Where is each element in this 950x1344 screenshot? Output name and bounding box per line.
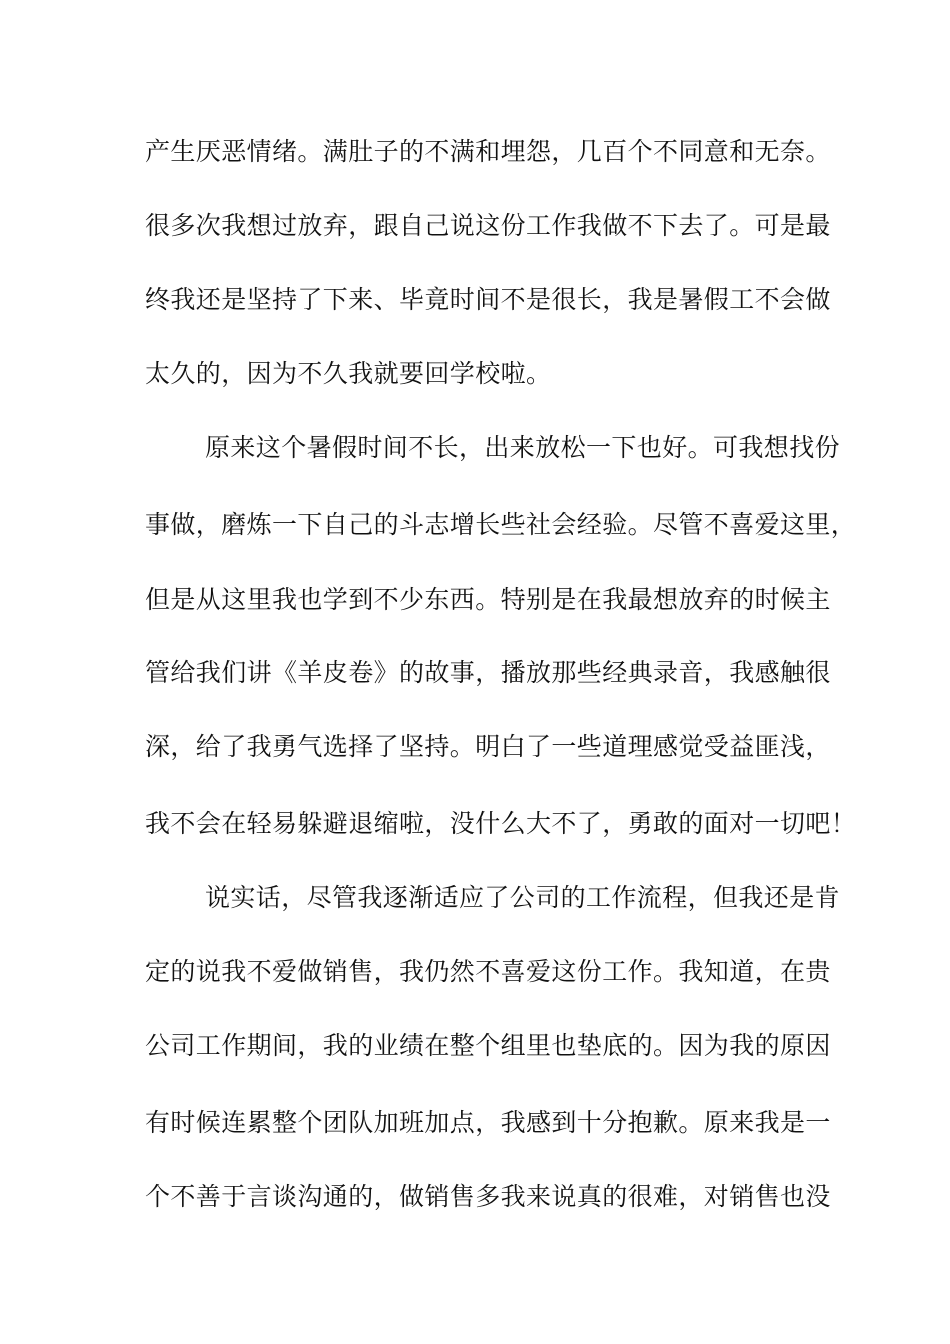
text-line: 公司工作期间，我的业绩在整个组里也垫底的。因为我的原因	[145, 1031, 831, 1060]
text-line: 太久的，因为不久我就要回学校啦。	[145, 359, 552, 388]
text-line: 我不会在轻易躲避退缩啦，没什么大不了，勇敢的面对一切吧！	[145, 809, 857, 838]
text-line: 深，给了我勇气选择了坚持。明白了一些道理感觉受益匪浅，	[145, 732, 831, 761]
text-line: 事做，磨炼一下自己的斗志增长些社会经验。尽管不喜爱这里，	[145, 510, 857, 539]
paragraph-first-line: 原来这个暑假时间不长，出来放松一下也好。可我想找份	[205, 433, 841, 462]
text-line: 很多次我想过放弃，跟自己说这份工作我做不下去了。可是最	[145, 211, 831, 240]
paragraph-first-line: 说实话，尽管我逐渐适应了公司的工作流程，但我还是肯	[205, 883, 841, 912]
text-line: 但是从这里我也学到不少东西。特别是在我最想放弃的时候主	[145, 585, 831, 614]
text-line: 有时候连累整个团队加班加点，我感到十分抱歉。原来我是一	[145, 1108, 831, 1137]
text-line: 管给我们讲《羊皮卷》的故事，播放那些经典录音，我感触很	[145, 658, 831, 687]
text-line: 个不善于言谈沟通的，做销售多我来说真的很难，对销售也没	[145, 1182, 831, 1211]
text-line: 产生厌恶情绪。满肚子的不满和埋怨，几百个不同意和无奈。	[145, 137, 831, 166]
text-line: 终我还是坚持了下来、毕竟时间不是很长，我是暑假工不会做	[145, 285, 831, 314]
text-line: 定的说我不爱做销售，我仍然不喜爱这份工作。我知道，在贵	[145, 957, 831, 986]
